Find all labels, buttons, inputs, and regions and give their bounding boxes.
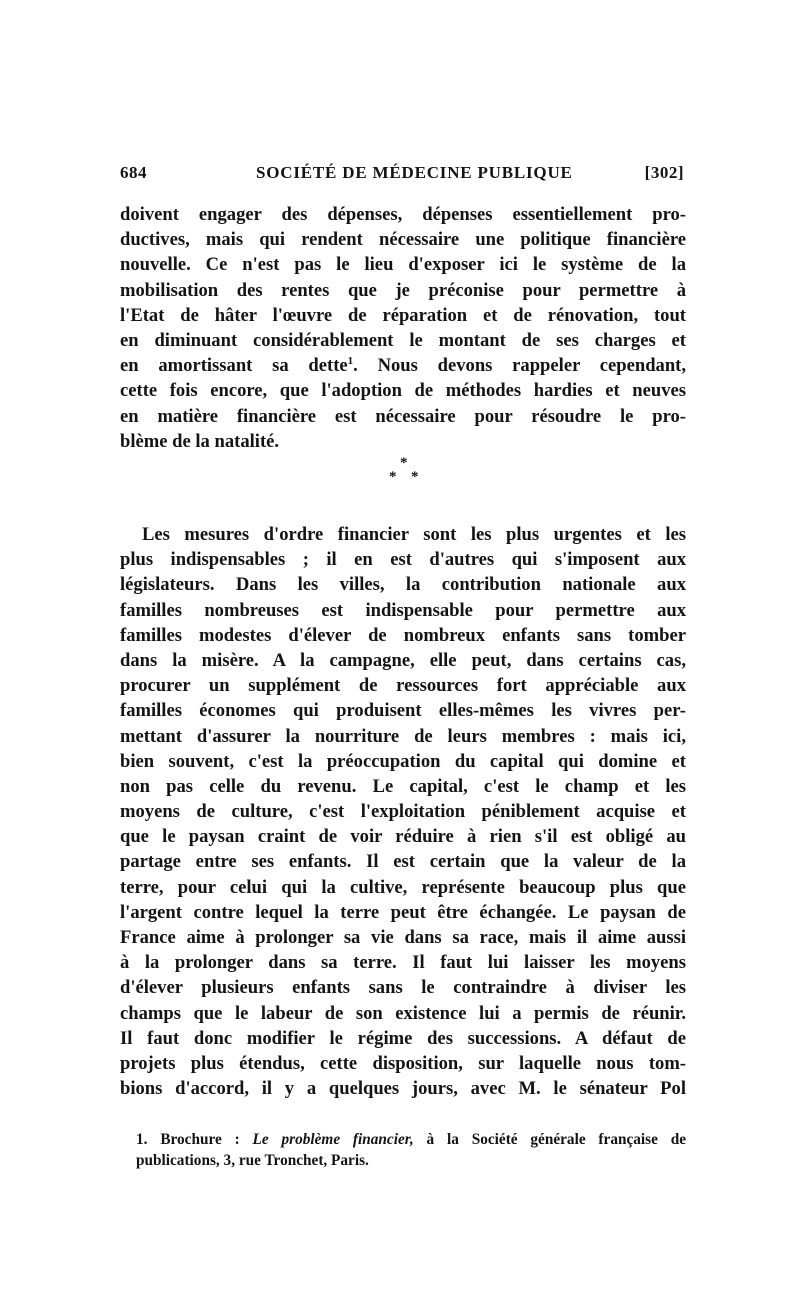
section-break-asterism [386, 456, 422, 488]
text-line: dans la misère. A la campagne, elle peut, dans certains cas, [120, 649, 686, 671]
text-line: bions d'accord, il y a quelques jours, avec M. le sénateur Pol [120, 1078, 686, 1100]
text-line: France aime à prolonger sa vie dans sa race, mais il aime aussi [120, 927, 686, 948]
text-line: à la prolonger dans sa terre. Il faut lui laisser les moyens [120, 952, 686, 974]
text-line: que le paysan craint de voir réduire à rien s'il est obligé au [120, 826, 686, 848]
text-line: Les mesures d'ordre financier sont les plus urgentes et les [142, 524, 686, 545]
text-line: en diminuant considérablement le montant de ses charges et [120, 329, 686, 351]
text-line: familles économes qui produisent elles-mêmes les vivres per- [120, 700, 686, 722]
section-number: [302] [644, 163, 684, 182]
footnote-label: Brochure : [160, 1131, 240, 1148]
paragraph-2 [120, 522, 686, 1101]
text-line: l'Etat de hâter l'œuvre de réparation et de rénovation, tout [120, 304, 686, 326]
asterism-star: * [389, 469, 397, 485]
text-line: mettant d'assurer la nourriture de leurs membres : mais ici, [120, 725, 686, 747]
text-fragment: . Nous devons rappeler cependant, [353, 355, 687, 377]
text-line: bien souvent, c'est la préoccupation du capital qui domine et [120, 750, 686, 772]
text-line: mobilisation des rentes que je préconise pour permettre à [120, 279, 686, 301]
text-line: ductives, mais qui rendent nécessaire une politique financière [120, 229, 686, 251]
text-line: Il faut donc modifier le régime des successions. A défaut de [120, 1027, 686, 1049]
text-line: familles modestes d'élever de nombreux enfants sans tomber [120, 624, 686, 646]
text-line: d'élever plusieurs enfants sans le contraindre à diviser les [120, 977, 686, 999]
text-line: terre, pour celui qui la cultive, représente beaucoup plus que [120, 876, 686, 898]
text-line: l'argent contre lequel la terre peut être échangée. Le paysan de [120, 901, 686, 923]
running-title: SOCIÉTÉ DE MÉDECINE PUBLIQUE [256, 163, 573, 182]
text-line: projets plus étendus, cette disposition, sur laquelle nous tom- [120, 1052, 686, 1074]
text-fragment: en amortissant sa dette [120, 355, 348, 377]
text-line: plus indispensables ; il en est d'autres qui s'imposent aux [120, 549, 686, 571]
text-line: doivent engager des dépenses, dépenses essentiellement pro- [120, 204, 686, 225]
text-line: champs que le labeur de son existence lui a permis de réunir. [120, 1002, 686, 1024]
page-number: 684 [120, 163, 147, 182]
footnote-reference: 1 [347, 354, 354, 367]
text-line: moyens de culture, c'est l'exploitation péniblement acquise et [120, 801, 686, 823]
page-header [120, 163, 684, 187]
footnote-text: à la Société générale française de [426, 1131, 687, 1148]
text-line: législateurs. Dans les villes, la contribution nationale aux [120, 574, 686, 596]
text-line: familles nombreuses est indispensable pour permettre aux [120, 599, 686, 621]
footnote-line: publications, 3, rue Tronchet, Paris. [136, 1152, 369, 1169]
text-line: cette fois encore, que l'adoption de méthodes hardies et neuves [120, 380, 686, 402]
text-line: partage entre ses enfants. Il est certain que la valeur de la [120, 851, 686, 873]
footnote [136, 1129, 686, 1171]
asterism-star: * [411, 469, 419, 485]
footnote-title: Le problème financier, [252, 1131, 414, 1148]
text-line: procurer un supplément de ressources fort appréciable aux [120, 675, 686, 697]
text-line-with-footnote [120, 353, 686, 378]
asterism-star: * [400, 455, 408, 471]
text-line: en matière financière est nécessaire pour résoudre le pro- [120, 405, 686, 427]
text-line: nouvelle. Ce n'est pas le lieu d'exposer ici le système de la [120, 254, 686, 276]
footnote-number: 1. [136, 1131, 148, 1148]
paragraph-1 [120, 202, 686, 454]
text-line: non pas celle du revenu. Le capital, c'est le champ et les [120, 775, 686, 797]
text-line: blème de la natalité. [120, 430, 280, 452]
footnote-line [136, 1129, 686, 1150]
